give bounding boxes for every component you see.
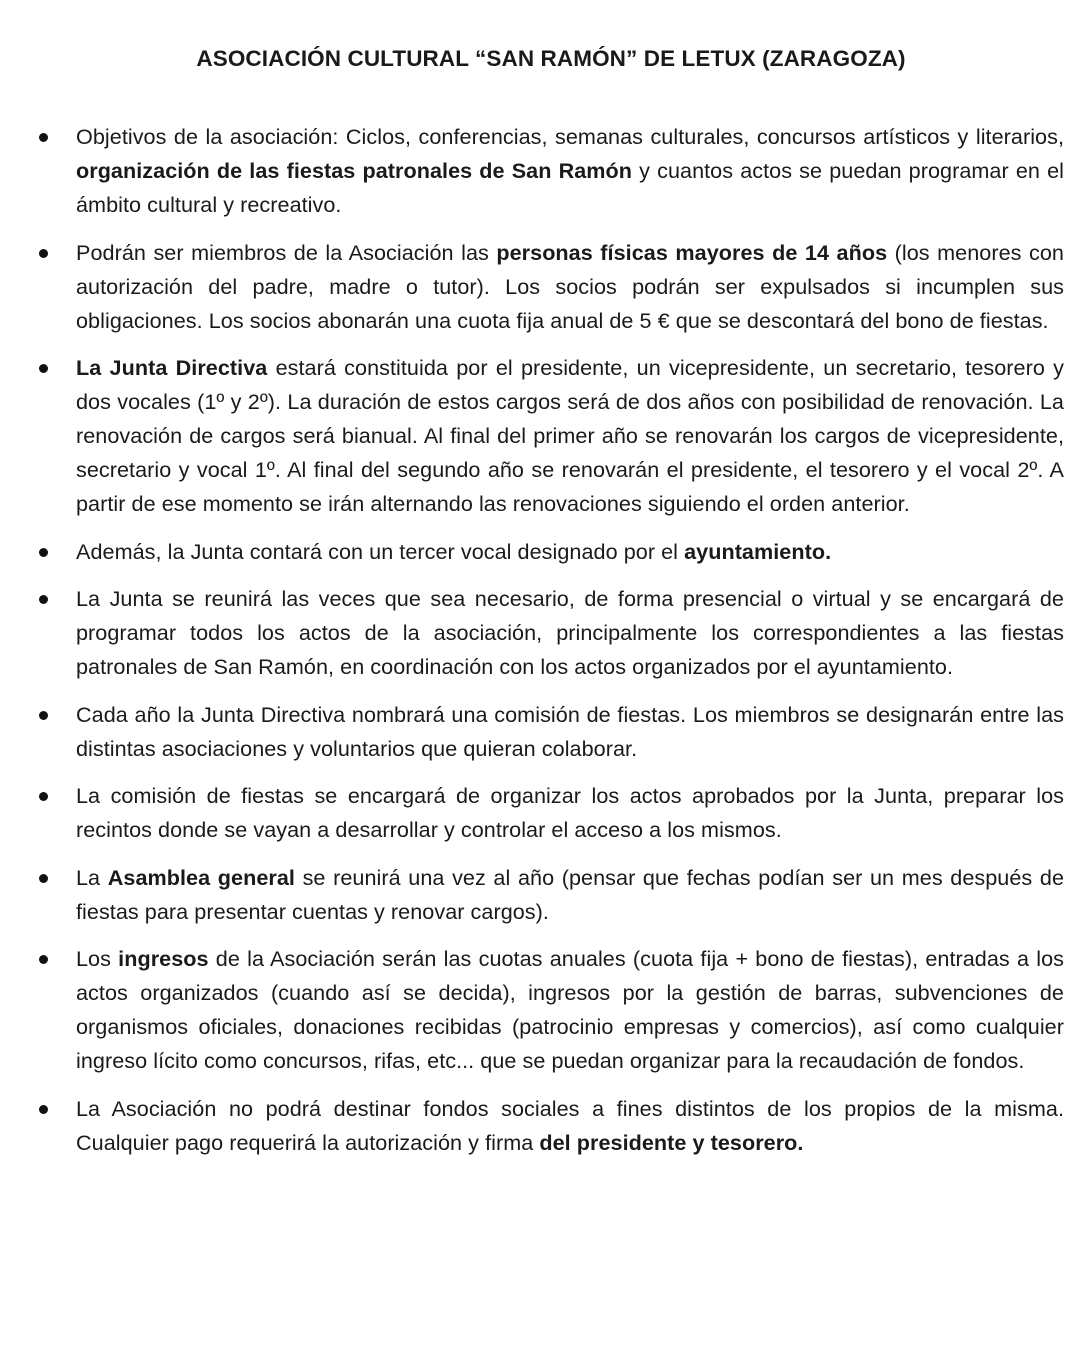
list-item (38, 535, 1064, 569)
list-item-text (76, 702, 1064, 761)
bold-text: del presidente y tesorero. (539, 1129, 804, 1155)
bullet-icon (39, 595, 48, 604)
text-segment: La (76, 864, 108, 890)
text-segment: (los menores con autorización del padre, madre o tutor). Los socios podrán ser expulsados si incumplen sus obligaciones. Los socios abonarán una cuota fija anual de 5 € que se descontará del bono de fiestas. (76, 239, 1064, 333)
list-item-text (76, 1096, 1064, 1155)
list-item (38, 698, 1064, 766)
bullet-icon (39, 792, 48, 801)
text-segment: de la Asociación serán las cuotas anuales (cuota fija + bono de fiestas), entradas a los actos organizados (cuando así se decida), ingresos por la gestión de barras, subvenciones de organismos oficiales, donaciones recibidas (patrocinio empresas y comercios), así como cualquier ingreso lícito como concursos, rifas, etc... que se puedan organizar para la recaudación de fondos. (76, 946, 1064, 1073)
bullet-icon (39, 1105, 48, 1114)
bold-text: La Junta Directiva (76, 355, 268, 380)
list-item-text (76, 124, 1064, 217)
bullet-icon (39, 874, 48, 883)
bullet-icon (39, 133, 48, 142)
list-item (38, 582, 1064, 684)
bullet-icon (39, 364, 48, 373)
text-segment: Podrán ser miembros de la Asociación las (76, 239, 497, 265)
text-segment: se reunirá una vez al año (pensar que fechas podían ser un mes después de fiestas para presentar cuentas y renovar cargos). (76, 864, 1065, 924)
list-item (38, 236, 1064, 338)
bullet-icon (39, 548, 48, 557)
list-item-text (76, 539, 831, 564)
bold-text: ayuntamiento. (684, 538, 832, 564)
text-segment: La comisión de fiestas se encargará de organizar los actos aprobados por la Junta, preparar los recintos donde se vayan a desarrollar y controlar el acceso a los mismos. (76, 783, 1064, 842)
document-title: ASOCIACIÓN CULTURAL “SAN RAMÓN” DE LETUX (ZARAGOZA) (196, 46, 906, 71)
bullet-icon (39, 711, 48, 720)
list-item (38, 1092, 1064, 1160)
list-item-text (76, 946, 1064, 1073)
text-segment: Los (76, 946, 119, 971)
list-item (38, 942, 1064, 1078)
bold-text: organización de las fiestas patronales de San Ramón (76, 158, 633, 183)
bullet-icon (39, 955, 48, 964)
list-item-text (76, 355, 1064, 516)
list-item-text (76, 586, 1064, 679)
list-item (38, 120, 1064, 222)
bullet-icon (39, 249, 48, 258)
list-item-text (76, 240, 1064, 333)
list-item (38, 351, 1064, 521)
list-item (38, 779, 1064, 847)
bullet-list (38, 120, 1064, 1160)
text-segment: Cada año la Junta Directiva nombrará una comisión de fiestas. Los miembros se designarán entre las distintas asociaciones y voluntarios que quieran colaborar. (76, 701, 1064, 761)
text-segment: Además, la Junta contará con un tercer vocal designado por el (76, 538, 685, 564)
text-segment: Objetivos de la asociación: Ciclos, conferencias, semanas culturales, concursos artísticos y literarios, (76, 124, 1064, 149)
bold-text: ingresos (118, 946, 209, 971)
list-item-text (76, 783, 1064, 842)
text-segment: estará constituida por el presidente, un vicepresidente, un secretario, tesorero y dos vocales (1º y 2º). La duración de estos cargos será de dos años con posibilidad de renovación. La renovación de cargos será bianual. Al final del primer año se renovarán los cargos de vicepresidente, secretario y vocal 1º. Al final del segundo año se renovarán el presidente, el tesorero y el vocal 2º. A partir de ese momento se irán alternando las renovaciones siguiendo el orden anterior. (76, 355, 1064, 516)
text-segment: y cuantos actos se puedan programar en el ámbito cultural y recreativo. (76, 158, 1064, 217)
text-segment: La Junta se reunirá las veces que sea necesario, de forma presencial o virtual y se encargará de programar todos los actos de la asociación, principalmente los correspondientes a las fiestas patronales de San Ramón, en coordinación con los actos organizados por el ayuntamiento. (76, 586, 1064, 679)
list-item-text (76, 865, 1064, 924)
bold-text: Asamblea general (107, 864, 295, 890)
list-item (38, 861, 1064, 929)
text-segment: La Asociación no podrá destinar fondos sociales a fines distintos de los propios de la misma. Cualquier pago requerirá la autorización y firma (76, 1095, 1064, 1155)
bold-text: personas físicas mayores de 14 años (496, 239, 888, 265)
